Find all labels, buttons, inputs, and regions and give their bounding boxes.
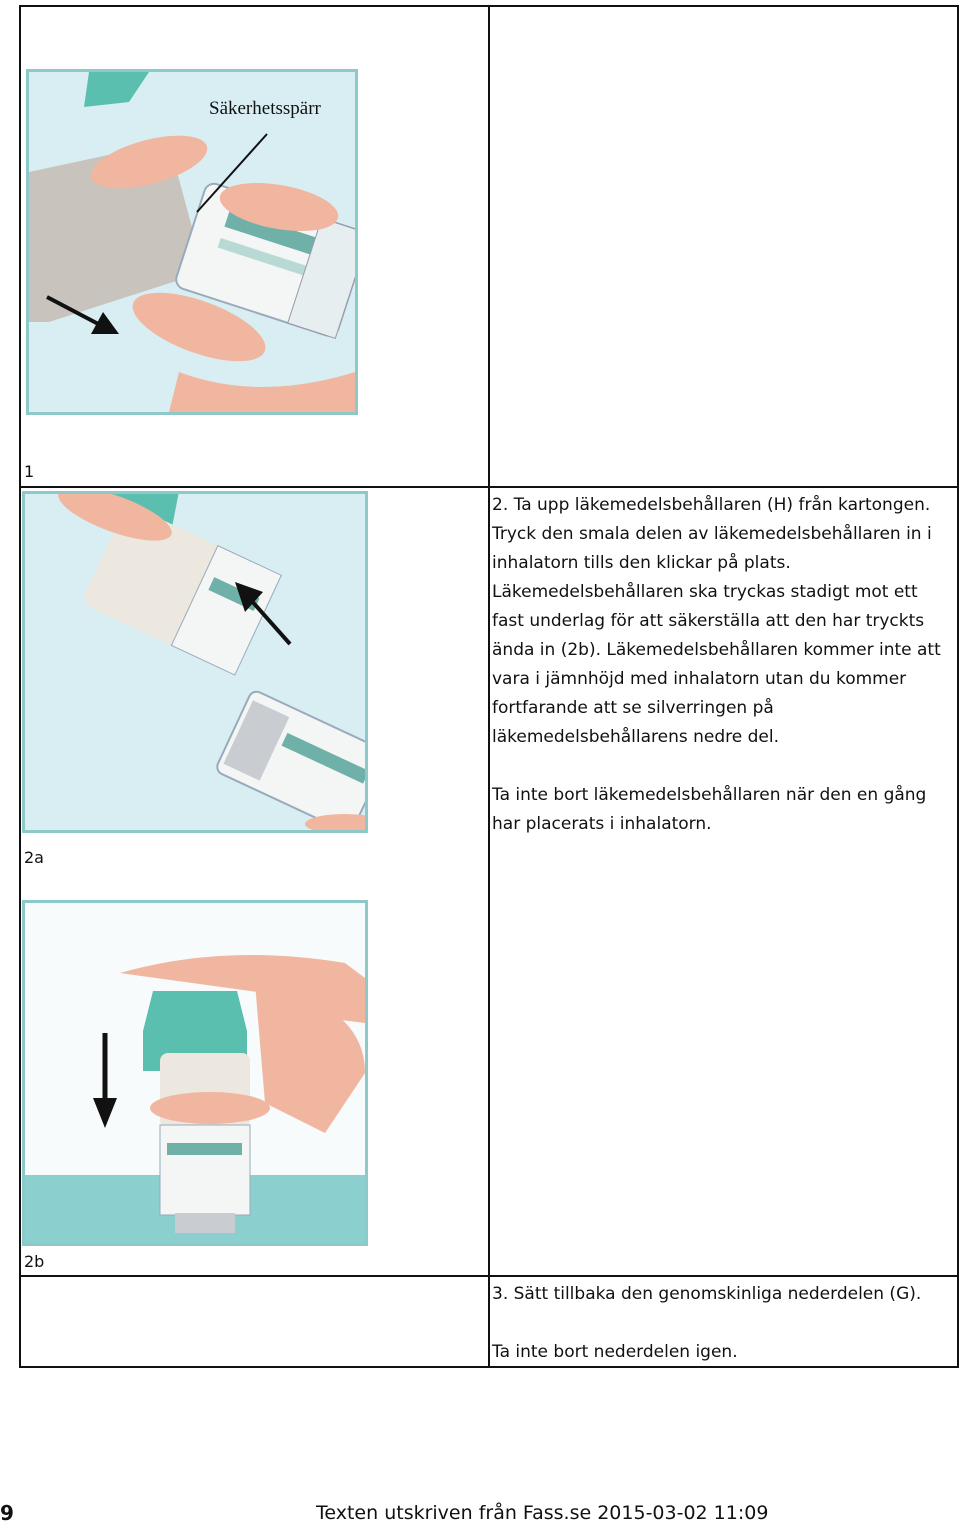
row-divider (19, 1275, 959, 1277)
step-3-warning: Ta inte bort nederdelen igen. (492, 1342, 738, 1362)
illustration-press-down (22, 900, 368, 1246)
illustration-insert-canister (22, 491, 368, 833)
step-2-paragraph: 2. Ta upp läkemedelsbehållaren (H) från kartongen. Tryck den smala delen av läkemedelsbehållaren in i inhalatorn tills den klickar på plats. Läkemedelsbehållaren ska tryckas stadigt mot ett fast underlag för att säkerställa att den har tryckts ända in (2b). Läkemedelsbehållaren kommer inte att vara i jämnhöjd med inhalatorn utan du kommer fortfarande att se silverringen på läkemedelsbehållarens nedre del. (492, 495, 941, 747)
row-label: 2a (24, 848, 44, 867)
column-divider (488, 5, 490, 1368)
row-divider (19, 486, 959, 488)
instruction-text-step-2 (492, 491, 952, 839)
printed-timestamp: Texten utskriven från Fass.se 2015-03-02 11:09 (316, 1502, 769, 1524)
page-number: 9 (0, 1501, 14, 1525)
safety-lock-caption: Säkerhetsspärr (209, 98, 321, 119)
row-label: 2b (24, 1252, 45, 1271)
row-label: 1 (24, 462, 35, 481)
step-2-warning: Ta inte bort läkemedelsbehållaren när den en gång har placerats i inhalatorn. (492, 785, 927, 834)
instruction-text-step-3 (492, 1280, 952, 1367)
step-3-paragraph: 3. Sätt tillbaka den genomskinliga nederdelen (G). (492, 1284, 922, 1304)
illustration-safety-lock (26, 69, 358, 415)
